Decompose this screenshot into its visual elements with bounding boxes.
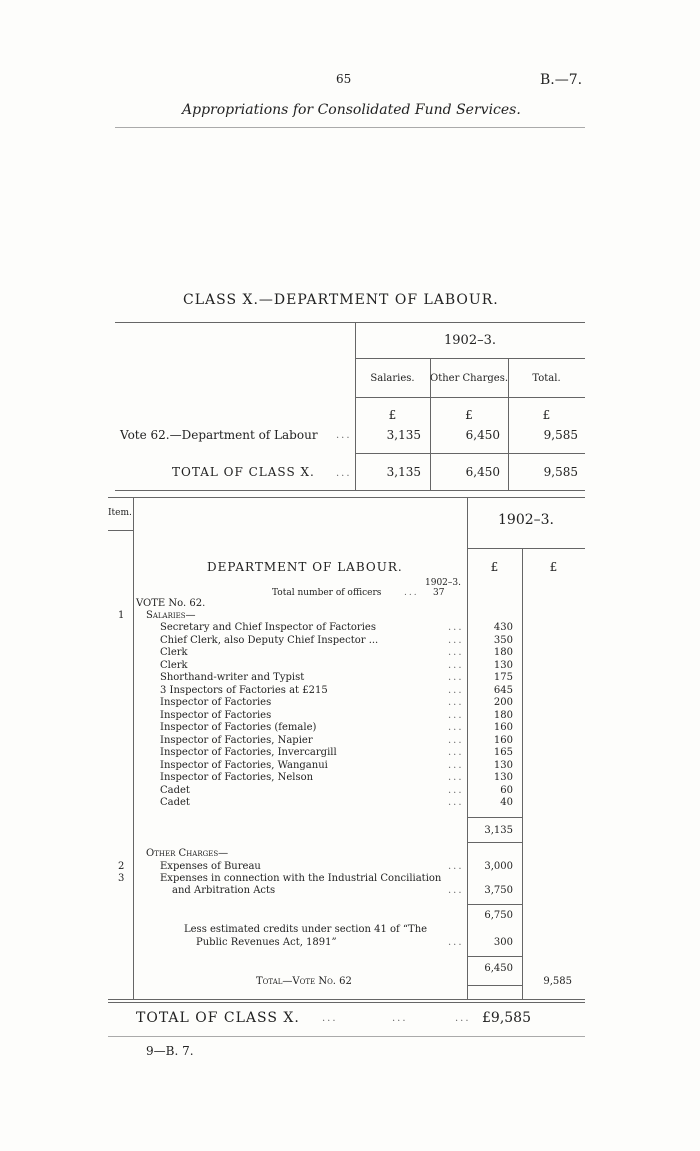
currency-other: £ [465,408,473,422]
item-number-2: 2 [118,861,125,872]
salary-leader: ... [448,722,464,733]
col-other-header: Other Charges. [430,373,508,384]
salary-value: 40 [500,797,513,808]
item-column-header: Item. [108,508,132,518]
salary-label: Cadet [160,785,190,796]
salary-value: 350 [493,635,513,646]
detail-year: 1902–3. [498,512,554,528]
salary-label: Cadet [160,797,190,808]
total-salaries-value: 3,135 [386,465,421,479]
salaries-heading: Salaries— [146,610,196,621]
summary-year: 1902–3. [444,333,496,348]
summary-top-rule [115,322,585,323]
other-subtotal: 6,750 [484,910,513,921]
salary-value: 180 [493,710,513,721]
item-column-divider [133,497,134,999]
net-other-charges: 6,450 [484,963,513,974]
currency-salaries: £ [388,408,397,422]
vote-salaries-value: 3,135 [386,428,421,442]
officers-label: Total number of officers [272,588,382,598]
col-salaries-header: Salaries. [370,373,415,384]
total-column-divider [522,548,523,999]
salary-leader: ... [448,710,464,721]
salary-leader: ... [448,697,464,708]
vote-leader: ... [336,430,352,441]
total-other-value: 6,450 [465,465,500,479]
vote-total-value: 9,585 [543,428,578,442]
vote-label: Vote 62.—Department of Labour [120,428,318,442]
detail-year-rule [467,548,585,549]
vote-total-value: 9,585 [543,976,572,987]
other-charge-2-leader: ... [448,885,464,896]
vote-title: VOTE No. 62. [136,598,206,609]
salary-value: 60 [500,785,513,796]
other-charges-heading: Other Charges— [146,848,229,859]
officers-count: 37 [433,588,445,598]
salary-leader: ... [448,660,464,671]
other-charge-2-value: 3,750 [484,885,513,896]
net-rule [467,956,522,957]
salaries-total: 3,135 [484,825,513,836]
summary-heading: CLASS X.—DEPARTMENT OF LABOUR. [183,292,499,308]
salary-value: 200 [493,697,513,708]
salary-leader: ... [448,647,464,658]
salary-value: 430 [493,622,513,633]
summary-year-rule [355,358,585,359]
salary-leader: ... [448,622,464,633]
page-number: 65 [336,72,352,86]
salary-value: 645 [493,685,513,696]
document-ref: B.—7. [540,72,583,88]
detail-bottom-rule [108,999,585,1000]
salary-leader: ... [448,797,464,808]
total-total-value: 9,585 [543,465,578,479]
salary-label: Clerk [160,660,188,671]
salary-value: 160 [493,722,513,733]
salary-leader: ... [448,772,464,783]
signature-mark: 9—B. 7. [146,1044,194,1058]
salary-value: 165 [493,747,513,758]
class-total-leader-2: ... [392,1013,408,1024]
summary-total-label: TOTAL OF CLASS X. [172,465,315,479]
less-credits-value: 300 [493,937,513,948]
salary-leader: ... [448,747,464,758]
total-leader: ... [336,468,352,479]
salary-value: 160 [493,735,513,746]
salary-value: 130 [493,660,513,671]
salary-value: 130 [493,772,513,783]
salary-leader: ... [448,785,464,796]
salary-label: 3 Inspectors of Factories at £215 [160,685,328,696]
item-number-1: 1 [118,610,125,621]
salary-label: Inspector of Factories, Nelson [160,772,314,783]
salary-label: Inspector of Factories, Napier [160,735,313,746]
less-credits-label-b: Public Revenues Act, 1891” [196,937,337,948]
other-subtotal-rule [467,904,522,905]
salary-label: Inspector of Factories, Invercargill [160,747,337,758]
salary-value: 175 [493,672,513,683]
class-total-value: £9,585 [482,1010,531,1026]
salary-leader: ... [448,672,464,683]
detail-bottom-rule-double [108,1002,585,1003]
vote-total-rule [467,985,522,986]
detail-currency-total: £ [549,560,558,574]
less-credits-label-a: Less estimated credits under section 41 of “The [184,924,428,935]
summary-bottom-rule [115,490,585,491]
salary-label: Inspector of Factories (female) [160,722,317,733]
class-total-leader-1: ... [322,1013,338,1024]
detail-currency-amount: £ [490,560,499,574]
salary-label: Inspector of Factories [160,710,272,721]
salary-value: 130 [493,760,513,771]
salaries-total-bottom-rule [467,842,522,843]
officers-leader: ... [404,588,419,598]
currency-total: £ [542,408,551,422]
summary-total-rule [355,453,585,454]
footer-rule [108,1036,585,1037]
salary-leader: ... [448,760,464,771]
salaries-total-rule [467,817,522,818]
item-header-rule [108,530,133,531]
salary-label: Inspector of Factories [160,697,272,708]
other-charge-2-label-b: and Arbitration Acts [172,885,276,896]
vote-other-value: 6,450 [465,428,500,442]
other-charge-1-label: Expenses of Bureau [160,861,261,872]
less-credits-leader: ... [448,937,464,948]
salary-label: Clerk [160,647,188,658]
salary-label: Secretary and Chief Inspector of Factories [160,622,376,633]
vote-total-label: Total—Vote No. 62 [256,976,352,987]
salary-value: 180 [493,647,513,658]
col-total-header: Total. [532,373,561,384]
other-charge-2-label-a: Expenses in connection with the Industrial Conciliation [160,873,442,884]
summary-header-rule [355,397,585,398]
page-title: Appropriations for Consolidated Fund Services. [182,102,521,118]
department-title: DEPARTMENT OF LABOUR. [207,560,403,574]
class-total-label: TOTAL OF CLASS X. [136,1010,300,1026]
other-charge-1-leader: ... [448,861,464,872]
salary-leader: ... [448,635,464,646]
officers-year: 1902–3. [425,578,461,588]
detail-top-rule [108,497,585,498]
salary-leader: ... [448,685,464,696]
class-total-leader-3: ... [455,1013,471,1024]
item-number-3: 3 [118,873,125,884]
other-charge-1-value: 3,000 [484,861,513,872]
salary-label: Inspector of Factories, Wanganui [160,760,328,771]
salary-leader: ... [448,735,464,746]
salary-label: Shorthand-writer and Typist [160,672,305,683]
header-rule [115,127,585,128]
salary-label: Chief Clerk, also Deputy Chief Inspector ... [160,635,379,646]
